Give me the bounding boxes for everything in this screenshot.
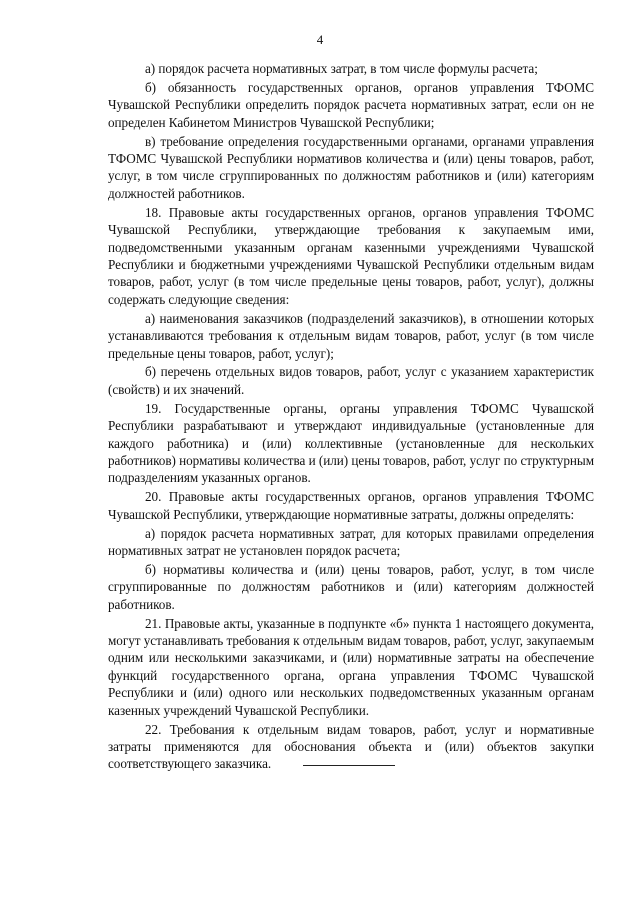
end-of-document-rule: [303, 765, 395, 766]
paragraph-20-b: б) нормативы количества и (или) цены товаров, работ, услуг, в том числе сгруппированные по должностям работников и (или) категориям должностей работников.: [108, 561, 594, 612]
paragraph-b-obligation: б) обязанность государственных органов, органов управления ТФОМС Чувашской Республики определить порядок расчета нормативных затрат, если он не определен Кабинетом Министров Чувашской Республики;: [108, 79, 594, 130]
paragraph-v-requirement: в) требование определения государственными органами, органами управления ТФОМС Чувашской Республики нормативов количества и (или) цены товаров, работ, услуг, в том числе сгруппированных по должностям работников и (или) категориям должностей работников.: [108, 133, 594, 201]
paragraph-19: 19. Государственные органы, органы управления ТФОМС Чувашской Республики разрабатывают и утверждают индивидуальные (установленные для каждого работника) и (или) коллективные (установленные для нескольких работников) нормативы количества и (или) цены товаров, работ, услуг по структурным подразделениям указанных органов.: [108, 400, 594, 486]
page-number: 4: [316, 32, 324, 47]
paragraph-18-a: а) наименования заказчиков (подразделений заказчиков), в отношении которых устанавливаются требования к отдельным видам товаров, работ, услуг (в том числе предельные цены товаров, работ, услуг);: [108, 310, 594, 361]
paragraph-22: 22. Требования к отдельным видам товаров, работ, услуг и нормативные затраты применяются для обоснования объекта и (или) объектов закупки соответствующего заказчика.: [108, 721, 594, 772]
paragraph-18-b: б) перечень отдельных видов товаров, работ, услуг с указанием характеристик (свойств) и их значений.: [108, 364, 594, 397]
paragraph-20-a: а) порядок расчета нормативных затрат, для которых правилами определения нормативных затрат не установлен порядок расчета;: [108, 525, 594, 558]
paragraph-a-formulas: а) порядок расчета нормативных затрат, в том числе формулы расчета;: [145, 61, 538, 76]
document-body: [108, 60, 594, 774]
paragraph-18: 18. Правовые акты государственных органов, органов управления ТФОМС Чувашской Республики, утверждающие требования к закупаемым ими, подведомственными указанным органам казенными учреждениями Чувашской Республики и бюджетными учреждениями Чувашской Республики отдельным видам товаров, работ, услуг (в том числе предельные цены товаров, работ, услуг), должны содержать следующие сведения:: [108, 204, 594, 307]
paragraph-21: 21. Правовые акты, указанные в подпункте «б» пункта 1 настоящего документа, могут устанавливать требования к отдельным видам товаров, работ, услуг, закупаемым одним или несколькими заказчиками, и (или) нормативные затраты на обеспечение функций государственного органа, органа управления ТФОМС Чувашской Республики и (или) одного или нескольких подведомственных указанным органам казенных учреждений Чувашской Республики.: [108, 615, 594, 718]
paragraph-20: 20. Правовые акты государственных органов, органов управления ТФОМС Чувашской Республики, утверждающие нормативные затраты, должны определять:: [108, 489, 594, 522]
